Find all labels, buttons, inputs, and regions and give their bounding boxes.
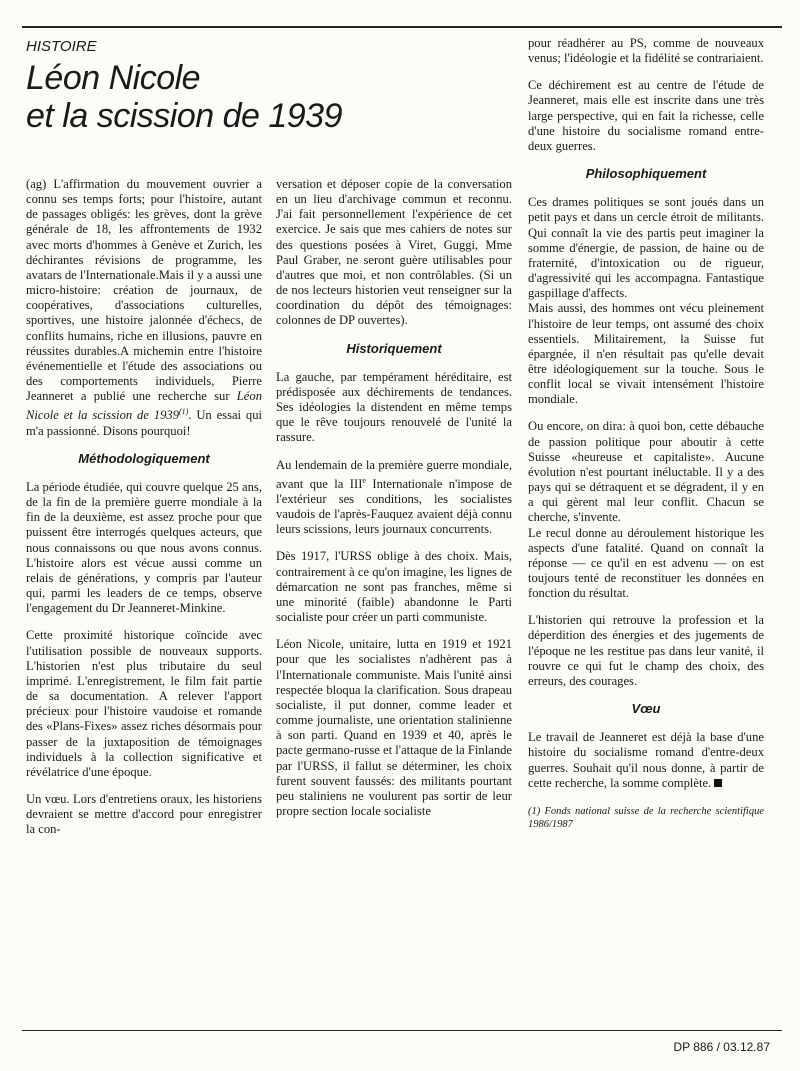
paragraph: Cette proximité historique coïncide avec l'utilisation possible de nouveaux supports. L'historien n'est plus tributaire du seul imprimé. L'enregistrement, le film fait partie de sa documentation. A relever l'apport précieux pour l'histoire vaudoise et romande des «Plans-Fixes» assez riches désormais pour passer de la juxtaposition de témoignages individuels à la collection significative et révélatrice d'une époque.: [26, 628, 262, 779]
paragraph: Un vœu. Lors d'entretiens oraux, les historiens devraient se mettre d'accord pour enregistrer la con-: [26, 791, 262, 837]
paragraph: La gauche, par tempérament héréditaire, est prédisposée aux déchirements de tendances. Ses idéologies la distendent en même temps que le rêve toujours renouvelé de l'unité la rassure.: [276, 369, 512, 445]
paragraph-text: Le travail de Jeanneret est déjà la base d'une histoire du socialisme romand d'entre-deux guerres. Souhait qu'il nous donne, à partir de cette recherche, la somme complète.: [528, 730, 764, 790]
subheading-philosophiquement: Philosophiquement: [585, 166, 707, 182]
paragraph: versation et déposer copie de la conversation en un lieu d'archivage commun et reconnu. J'ai fait personnellement l'expérience de cet exercice. Je sais que mes cahiers de notes sur des questions posées à Viret, Guggi, Mme Paul Graber, ne seront guère utilisables pour d'autres que moi, et non contrôlables. (Si un de nos lecteurs historien veut renseigner sur la coordination du dépôt des témoignages: colonnes de DP ouvertes).: [276, 177, 512, 328]
section-rubric: HISTOIRE: [26, 38, 97, 55]
article-title: [26, 59, 516, 135]
paragraph: Dès 1917, l'URSS oblige à des choix. Mais, contrairement à ce qu'on imagine, les lignes de démarcation ne sont pas franches, même si une minorité (faible) abandonne le Parti socialiste pour créer un parti communiste.: [276, 549, 512, 625]
paragraph: La période étudiée, qui couvre quelque 25 ans, de la fin de la première guerre mondiale à la fin de la deuxième, est assez proche pour que puissent être interrogés quelques acteurs, que nous connaissons ou que nous avons connus. L'histoire alors est vécue aussi comme un relais de générations, y compris par l'auteur qui, parmi les leaders de ce temps, observe l'engagement du Dr Jeanneret-Minkine.: [26, 480, 262, 616]
page-footer: DP 886 / 03.12.87: [673, 1040, 770, 1054]
subheading-methodologiquement: Méthodologiquement: [78, 450, 210, 466]
column-3: [528, 36, 764, 831]
paragraph: Léon Nicole, unitaire, lutta en 1919 et 1921 pour que les socialistes n'adhèrent pas à l'Internationale communiste. Mais l'unité ainsi respectée bloqua la clarification. Sous drapeau socialiste, il put donner, comme leader et comme journaliste, une orientation stalinienne à son parti. Quand en 1939 et 40, après le pacte germano-russe et l'attaque de la Finlande par l'URSS, il fallut se déterminer, les choix furent souvent faussés: des militants pourtant peu staliniens ne voulurent pas sortir de leur propre section locale socialiste: [276, 637, 512, 818]
top-rule: [22, 26, 782, 28]
paragraph: [276, 458, 512, 538]
column-2: [276, 177, 512, 831]
subheading-voeu: Vœu: [631, 701, 661, 717]
paragraph: Le recul donne au déroulement historique les aspects d'une fatalité. Quand on connaît la réponse — ce qu'il en est advenu — on est toujours tenté de reconstituer les données en fonction du résultat.: [528, 525, 764, 601]
subheading-historiquement: Historiquement: [346, 340, 442, 356]
superscript: e: [362, 475, 366, 485]
paragraph: Ou encore, on dira: à quoi bon, cette débauche de passion politique pour aboutir à cette Suisse «heureuse et capitaliste». Aucune évolution n'est pourtant inéluctable. Il y a des pays qui se détraquent et se dégradent, il y en a qui gèrent mal leur conflit. Chacun se cherche, s'invente.: [528, 419, 764, 525]
book-title: Léon Nicole et la scission de 1939: [26, 389, 262, 423]
bottom-rule: [22, 1030, 782, 1031]
paragraph: Mais aussi, des hommes ont vécu pleinement l'histoire de leur temps, ont assumé des choix essentiels. Militairement, la Suisse fut épargnée, il n'en résultait pas qu'elle devait être idéologiquement sur la touche. Sous le conflit local se vivait intensément l'histoire mondiale.: [528, 301, 764, 407]
column-1: [26, 177, 262, 849]
paragraph: pour réadhérer au PS, comme de nouveaux venus; l'idéologie et la fidélité se contrariaient.: [528, 36, 764, 66]
paragraph-text: (ag) L'affirmation du mouvement ouvrier a connu ses temps forts; pour l'histoire, autant de passages obligés: les grèves, dont la grève générale de 18, les affrontements de 1932 avec morts d'hommes à Genève et Zurich, les déchirantes révisions de programme, les avatars de l'Internationale.Mais il y a aussi une micro-histoire: création de journaux, de coopératives, d'associations culturelles, sportives, une histoire jalonnée d'échecs, de conflits humains, riche en illusions, pauvre en réussites durables.A michemin entre l'histoire événementielle et l'étude des associations ou des comportements individuels, Pierre Jeanneret a publié une recherche sur: [26, 177, 262, 404]
title-line-1: Léon Nicole: [26, 59, 201, 97]
paragraph: Ce déchirement est au centre de l'étude de Jeanneret, mais elle est inscrite dans une très large perspective, qui en fait la richesse, celle d'une histoire du socialisme romand entre-deux guerres.: [528, 78, 764, 153]
footnote: (1) Fonds national suisse de la recherche scientifique 1986/1987: [528, 805, 764, 830]
paragraph: Ces drames politiques se sont joués dans un petit pays et dans un cercle étroit de militants. Qui connaît la vie des partis peut imaginer la somme d'énergie, de passion, de haine ou de fraternité, d'intoxication ou de rigueur, d'agressivité qui les accompagna. Fantastique gaspillage d'affects.: [528, 195, 764, 301]
paragraph: [528, 730, 764, 791]
paragraph: L'historien qui retrouve la profession et la déperdition des énergies et des jugements de l'époque ne les restitue pas dans leur vanité, il rouvre ce qui fut le champ des choix, des erreurs, des courages.: [528, 613, 764, 688]
article-header: [26, 38, 516, 135]
end-square-icon: [714, 779, 722, 787]
paragraph-text: Internationale n'impose de l'extérieur ses conditions, les socialistes vaudois de l'après-Fauquez avaient déjà connu leurs scissions, leurs journaux concurrents.: [276, 476, 512, 537]
title-line-2: et la scission de 1939: [26, 97, 342, 135]
paragraph: [26, 177, 262, 439]
paragraph-text: Au lendemain de la première guerre mondiale, avant que la III: [276, 457, 512, 491]
paragraph-text: . Un essai qui m'a passionné. Disons pourquoi!: [26, 408, 263, 438]
footnote-ref: (1): [179, 407, 189, 417]
